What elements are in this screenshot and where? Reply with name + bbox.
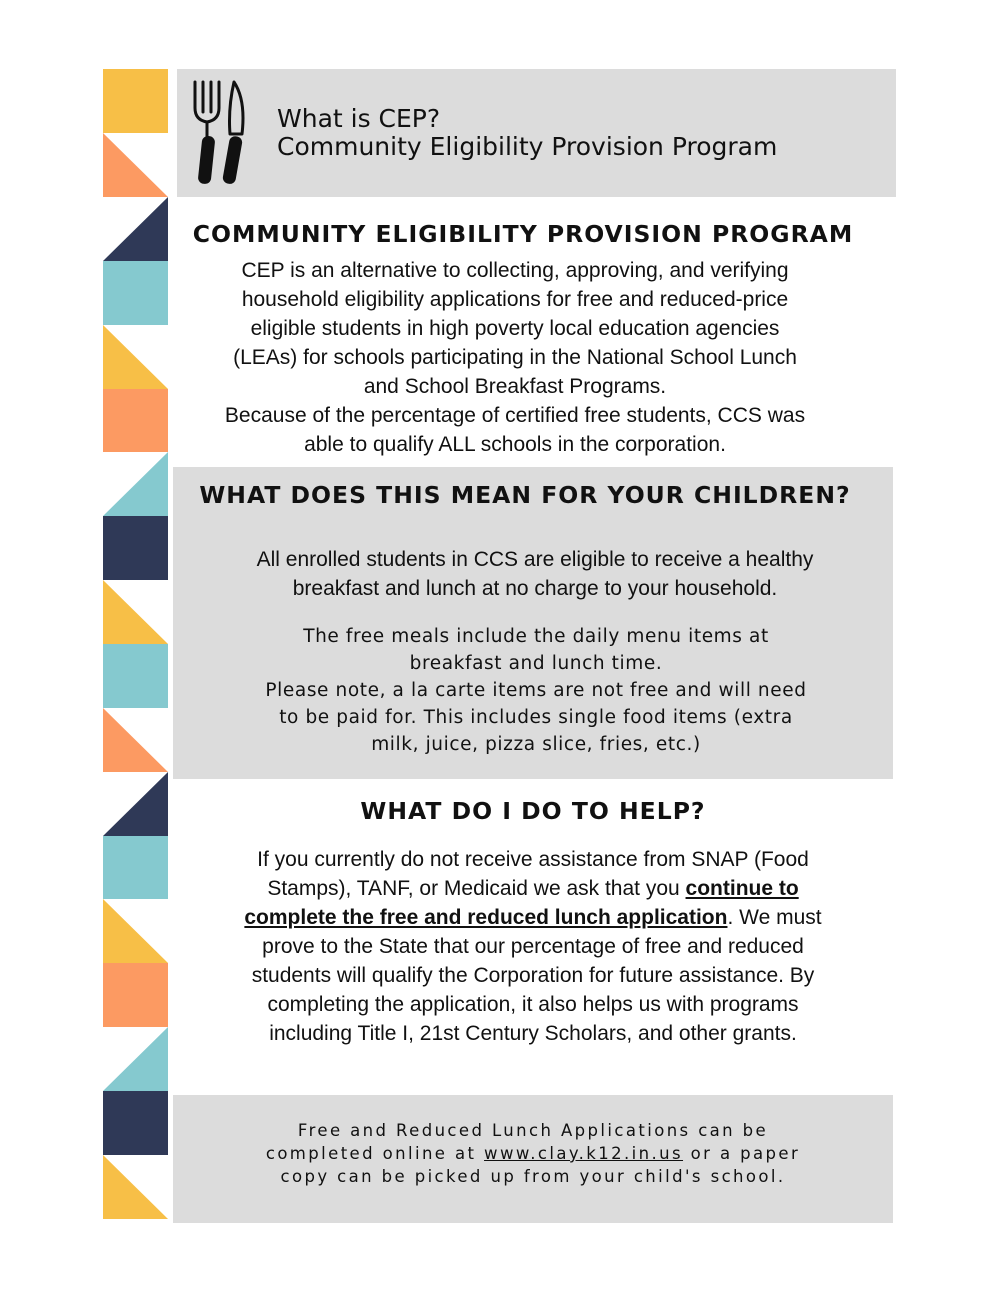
section1-heading: COMMUNITY ELIGIBILITY PROVISION PROGRAM	[192, 220, 854, 248]
header-title-line1: What is CEP?	[277, 104, 441, 133]
section2-heading: WHAT DOES THIS MEAN FOR YOUR CHILDREN?	[199, 481, 851, 509]
section2-paragraph1	[200, 545, 870, 603]
stripe-orange-triangle	[103, 133, 168, 197]
stripe-orange-square	[103, 963, 168, 1027]
header-title-line2: Community Eligibility Provision Program	[277, 132, 778, 161]
section2-paragraph2	[196, 623, 876, 758]
text-line: copy can be picked up from your child's school.	[280, 1167, 786, 1186]
text-fragment: completed online at	[265, 1144, 485, 1163]
text-line: The free meals include the daily menu items at	[303, 626, 769, 647]
stripe-teal-square	[103, 644, 168, 708]
text-line: If you currently do not receive assistance from SNAP (Food	[257, 848, 809, 871]
stripe-yellow-triangle	[103, 899, 168, 963]
text-line	[183, 1142, 883, 1165]
text-line	[198, 874, 868, 903]
application-link-part2[interactable]: complete the free and reduced lunch application	[244, 906, 728, 929]
text-line: including Title I, 21st Century Scholars, and other grants.	[269, 1022, 797, 1045]
section3-heading: WHAT DO I DO TO HELP?	[360, 797, 706, 825]
text-line: (LEAs) for schools participating in the National School Lunch	[233, 346, 797, 369]
stripe-navy-square	[103, 1091, 168, 1155]
text-line: CEP is an alternative to collecting, approving, and verifying	[241, 259, 789, 282]
text-line: milk, juice, pizza slice, fries, etc.)	[371, 734, 701, 755]
text-fragment: or a paper	[683, 1144, 801, 1163]
stripe-navy-triangle	[103, 772, 168, 836]
text-fragment: Stamps), TANF, or Medicaid we ask that you	[267, 877, 686, 900]
stripe-yellow-square	[103, 69, 168, 133]
text-line	[198, 903, 868, 932]
stripe-orange-triangle	[103, 708, 168, 772]
stripe-teal-triangle	[103, 1027, 168, 1091]
stripe-navy-triangle	[103, 197, 168, 261]
text-line: All enrolled students in CCS are eligible to receive a healthy	[256, 548, 814, 571]
text-line: Because of the percentage of certified free students, CCS was	[224, 404, 806, 427]
website-link[interactable]: www.clay.k12.in.us	[484, 1144, 684, 1163]
application-link-part1[interactable]: continue to	[685, 877, 799, 900]
text-line: breakfast and lunch at no charge to your household.	[292, 577, 778, 600]
stripe-yellow-triangle	[103, 580, 168, 644]
text-line: household eligibility applications for free and reduced-price	[241, 288, 789, 311]
section1-paragraph	[180, 256, 850, 459]
text-line: breakfast and lunch time.	[409, 653, 663, 674]
decorative-stripe	[103, 69, 168, 1219]
text-line: prove to the State that our percentage of free and reduced	[262, 935, 804, 958]
text-line: students will qualify the Corporation for future assistance. By	[251, 964, 815, 987]
fork-knife-icon	[190, 78, 250, 188]
text-line: Please note, a la carte items are not free and will need	[265, 680, 807, 701]
text-line: eligible students in high poverty local education agencies	[250, 317, 780, 340]
stripe-orange-square	[103, 389, 168, 452]
text-line: completing the application, it also helps us with programs	[267, 993, 799, 1016]
text-line: and School Breakfast Programs.	[363, 375, 667, 398]
stripe-navy-square	[103, 516, 168, 580]
section3-paragraph	[198, 845, 868, 1048]
text-line: Free and Reduced Lunch Applications can be	[297, 1121, 769, 1140]
text-line: to be paid for. This includes single food items (extra	[279, 707, 793, 728]
footer-text	[183, 1119, 883, 1188]
stripe-yellow-triangle	[103, 325, 168, 389]
text-line: able to qualify ALL schools in the corporation.	[304, 433, 726, 456]
stripe-teal-square	[103, 836, 168, 899]
stripe-teal-triangle	[103, 452, 168, 516]
stripe-teal-square	[103, 261, 168, 325]
text-fragment: . We must	[727, 906, 822, 929]
stripe-yellow-triangle	[103, 1155, 168, 1219]
